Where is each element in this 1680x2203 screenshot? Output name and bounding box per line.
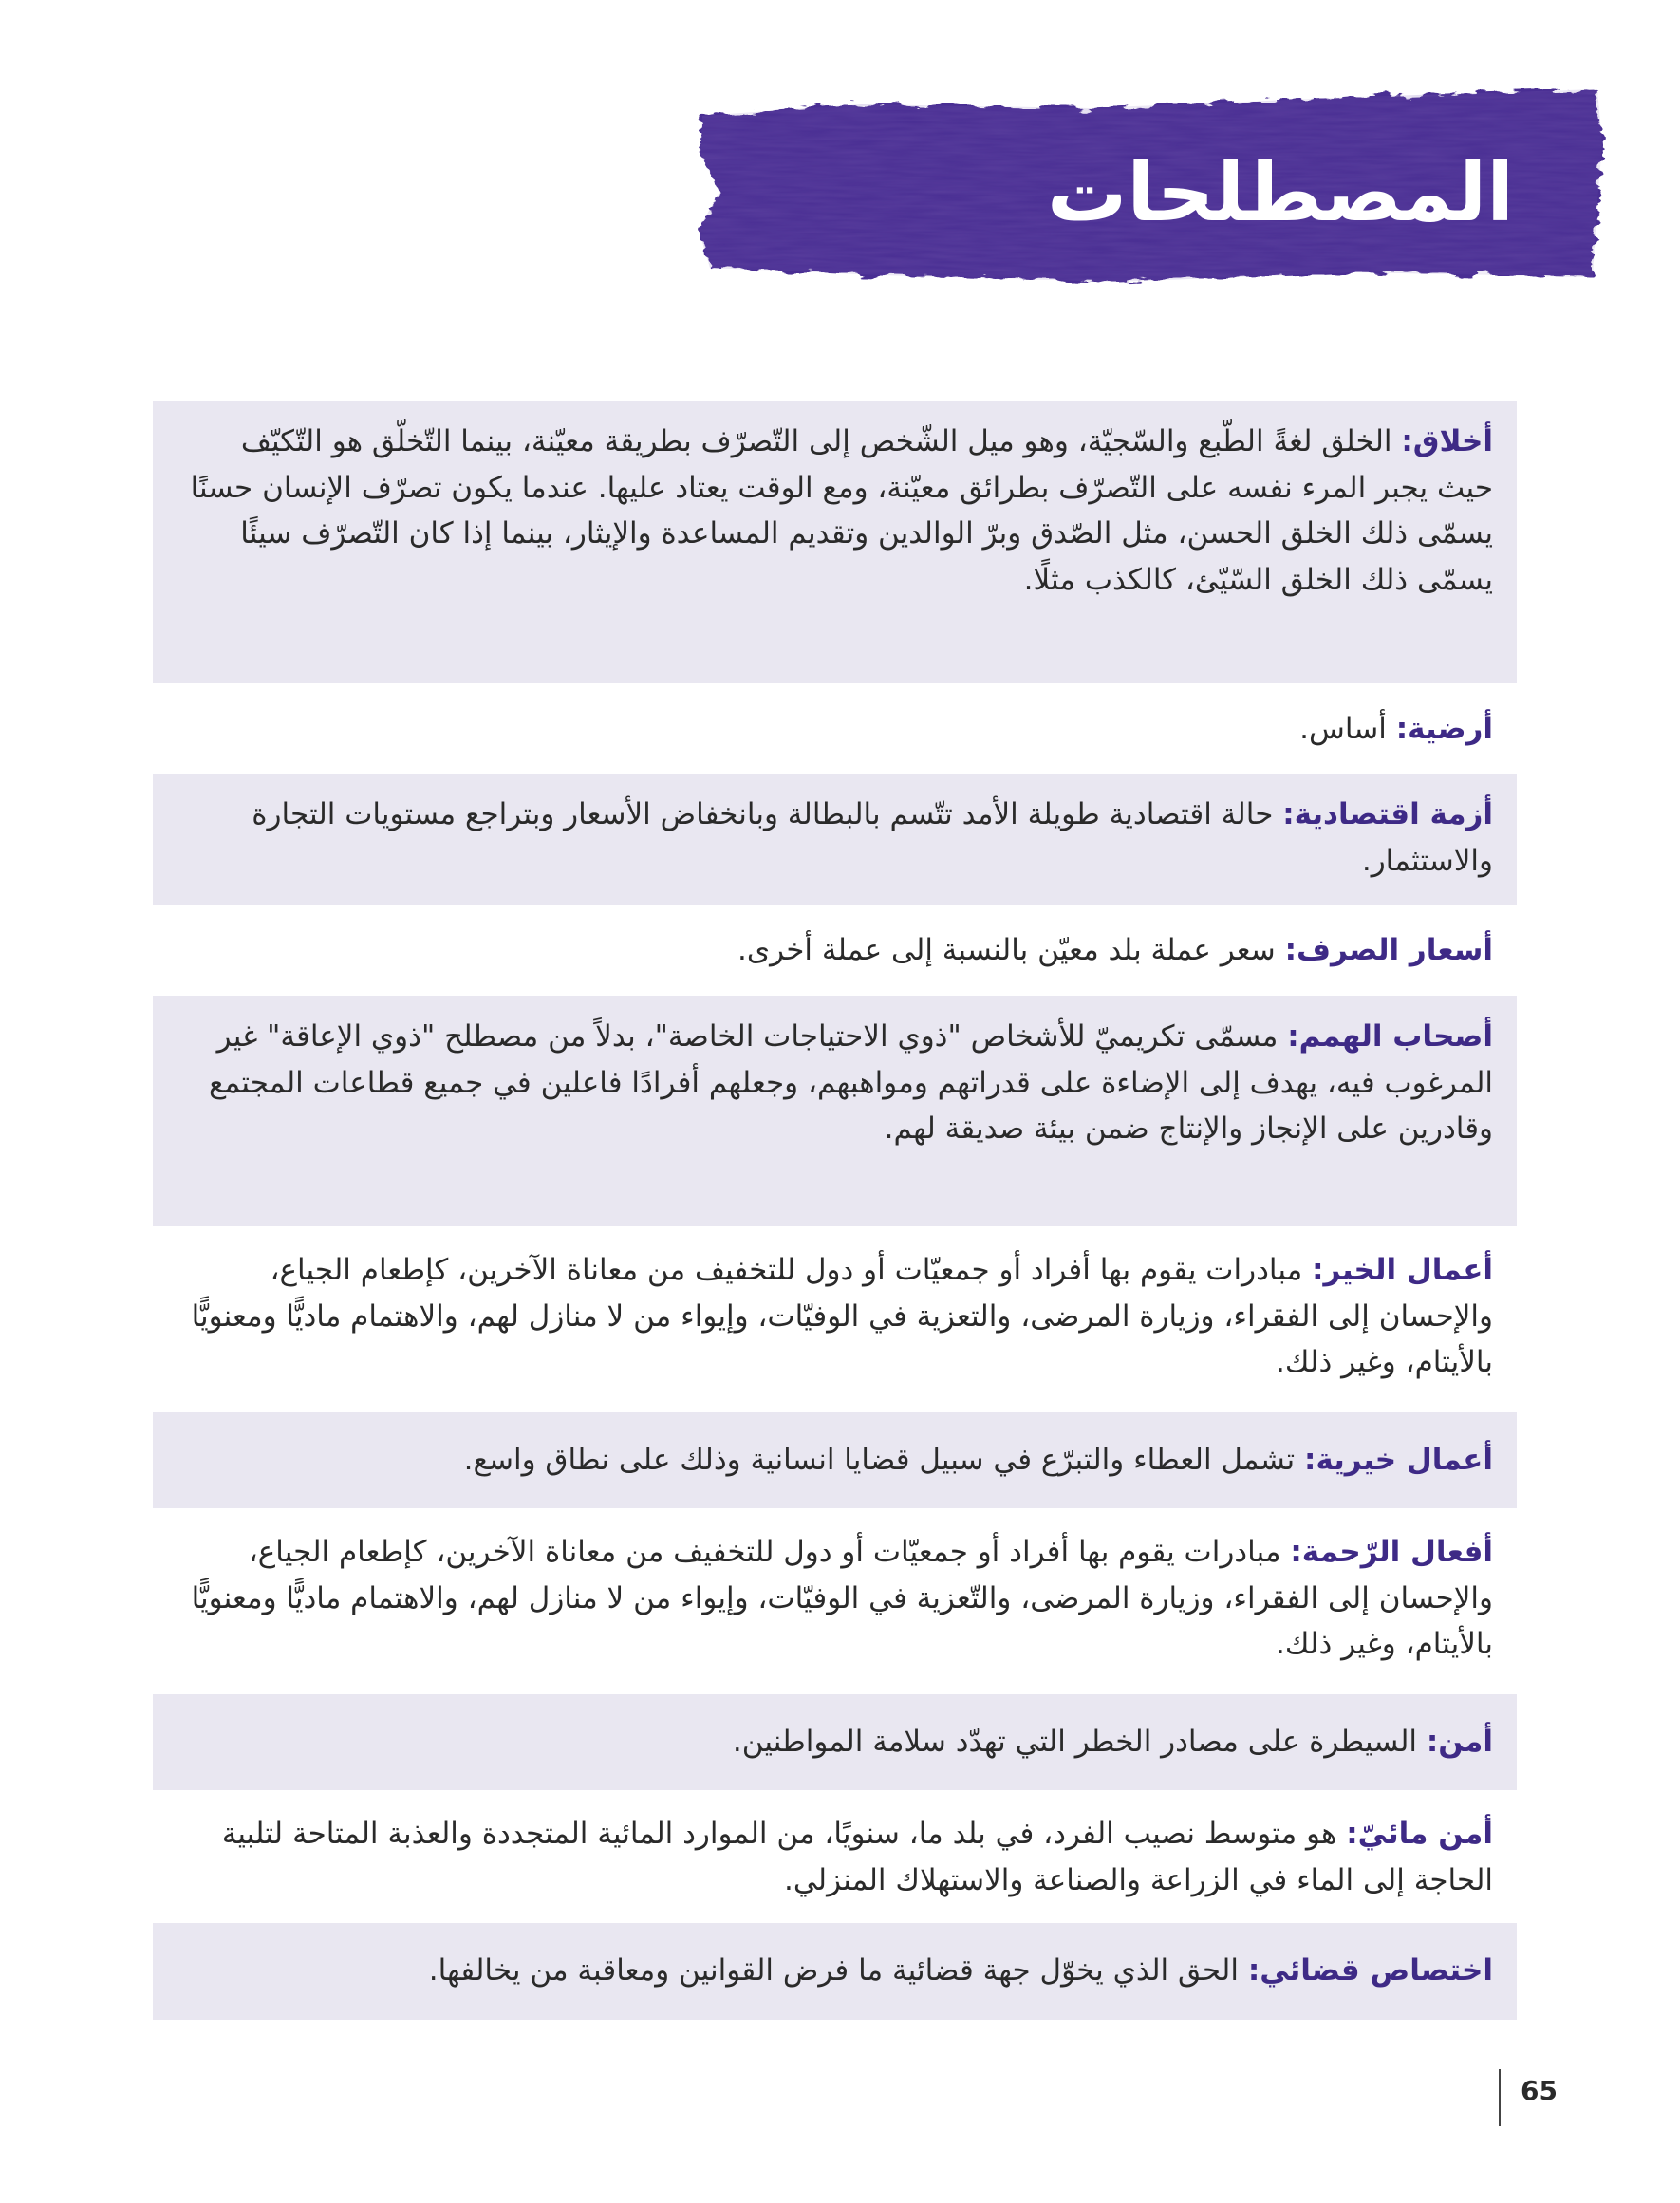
entry-definition: السيطرة على مصادر الخطر التي تهدّد سلامة المواطنين.: [732, 1725, 1427, 1759]
entry-definition: مسمّى تكريميّ للأشخاص "ذوي الاحتياجات الخاصة"، بدلاً من مصطلح "ذوي الإعاقة" غير المرغوب فيه، يهدف إلى الإضاءة على قدراتهم ومواهبهم، وجعلهم أفرادًا فاعلين في جميع قطاعات المجتمع وقادرين على الإنجاز والإنتاج ضمن بيئة صديقة لهم.: [209, 1019, 1493, 1146]
page-number: 65: [1521, 2075, 1558, 2106]
entry-definition: أساس.: [1299, 712, 1396, 746]
entry-term: أخلاق:: [1401, 424, 1493, 458]
entry-term: أسعار الصرف:: [1284, 933, 1493, 967]
page-title: المصطلحات: [1046, 146, 1514, 239]
glossary-entry-akhlaq: [153, 401, 1517, 683]
entry-definition: الحق الذي يخوّل جهة قضائية ما فرض القوانين ومعاقبة من يخالفها.: [428, 1953, 1248, 1988]
glossary-list: [153, 401, 1517, 2020]
entry-term: أصحاب الهمم:: [1287, 1019, 1493, 1054]
footer-divider: [1499, 2069, 1501, 2126]
entry-definition: هو متوسط نصيب الفرد، في بلد ما، سنويًا، من الموارد المائية المتجددة والعذبة المتاحة لتلبية الحاجة إلى الماء في الزراعة والصناعة والاستهلاك المنزلي.: [221, 1817, 1493, 1897]
page-footer: [1496, 2069, 1558, 2126]
entry-term: أفعال الرّحمة:: [1290, 1535, 1493, 1569]
glossary-entry-jurisdiction: [153, 1923, 1517, 2020]
glossary-entry-security: [153, 1694, 1517, 1790]
entry-definition: مبادرات يقوم بها أفراد أو جمعيّات أو دول للتخفيف من معاناة الآخرين، كإطعام الجياع، والإحسان إلى الفقراء، وزيارة المرضى، والتّعزية في الوفيّات، وإيواء من لا منازل لهم، والاهتمام ماديًّا ومعنويًّا بالأيتام، وغير ذلك.: [191, 1535, 1493, 1661]
entry-term: أمن مائيّ:: [1346, 1817, 1493, 1851]
glossary-entry-water-security: [153, 1790, 1517, 1923]
glossary-entry-acts-of-mercy: [153, 1508, 1517, 1694]
glossary-entry-people-of-determination: [153, 996, 1517, 1226]
entry-definition: سعر عملة بلد معيّن بالنسبة إلى عملة أخرى.: [737, 933, 1285, 967]
entry-term: أعمال الخير:: [1312, 1253, 1493, 1287]
entry-term: أرضية:: [1395, 712, 1493, 746]
entry-definition: حالة اقتصادية طويلة الأمد تتّسم بالبطالة وبانخفاض الأسعار وبتراجع مستويات التجارة والاستثمار.: [252, 797, 1493, 878]
entry-definition: مبادرات يقوم بها أفراد أو جمعيّات أو دول للتخفيف من معاناة الآخرين، كإطعام الجياع، والإحسان إلى الفقراء، وزيارة المرضى، والتعزية في الوفيّات، وإيواء من لا منازل لهم، والاهتمام ماديًّا ومعنويًّا بالأيتام، وغير ذلك.: [191, 1253, 1493, 1379]
glossary-entry-economic-crisis: [153, 774, 1517, 905]
entry-term: أعمال خيرية:: [1303, 1443, 1493, 1477]
entry-term: اختصاص قضائي:: [1247, 1953, 1493, 1988]
glossary-entry-exchange-rates: [153, 905, 1517, 996]
entry-definition: الخلق لغةً الطّبع والسّجيّة، وهو ميل الشّخص إلى التّصرّف بطريقة معيّنة، بينما التّخلّق هو التّكيّف حيث يجبر المرء نفسه على التّصرّف بطرائق معيّنة، ومع الوقت يعتاد عليها. عندما يكون تصرّف الإنسان حسنًا يسمّى ذلك الخلق الحسن، مثل الصّدق وبرّ الوالدين وتقديم المساعدة والإيثار، بينما إذا كان التّصرّف سيئًا يسمّى ذلك الخلق السّيّئ، كالكذب مثلًا.: [190, 424, 1493, 597]
glossary-entry-charity-works: [153, 1226, 1517, 1412]
entry-term: أزمة اقتصادية:: [1282, 797, 1493, 831]
entry-definition: تشمل العطاء والتبرّع في سبيل قضايا انسانية وذلك على نطاق واسع.: [463, 1443, 1304, 1477]
glossary-entry-charitable-works: [153, 1412, 1517, 1508]
glossary-entry-ardiya: [153, 683, 1517, 774]
entry-term: أمن:: [1426, 1725, 1493, 1759]
